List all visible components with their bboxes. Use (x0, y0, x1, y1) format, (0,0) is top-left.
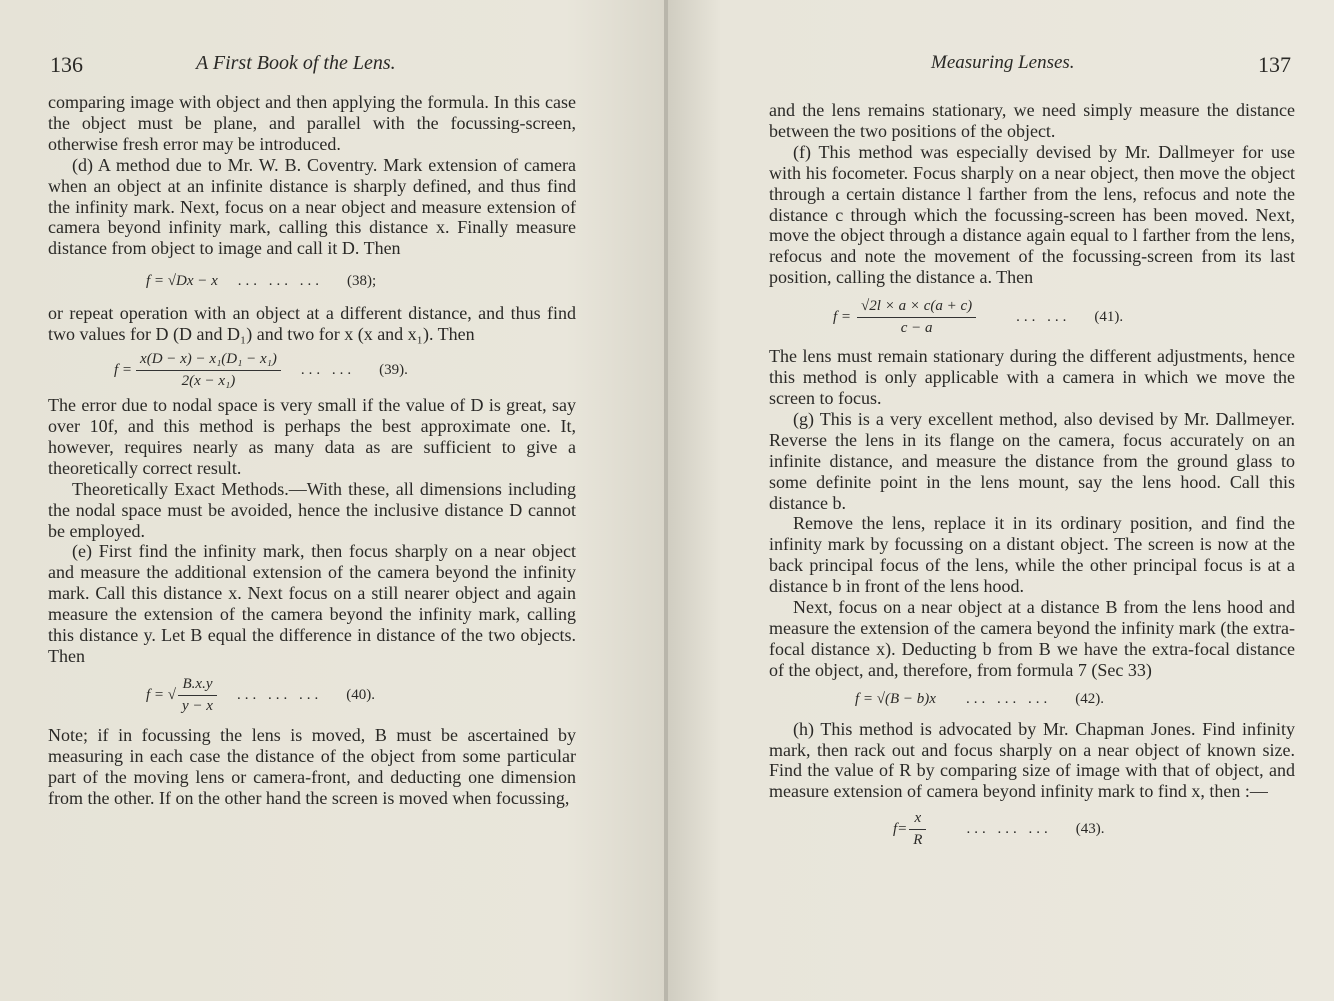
formula-numerator: √2l × a × c(a + c) (857, 296, 976, 318)
formula-41 (769, 288, 1295, 346)
formula-fraction (178, 674, 217, 717)
equation-number: (43). (1075, 820, 1105, 837)
formula-43 (769, 802, 1295, 856)
formula-lhs: f = (114, 361, 133, 378)
paragraph: or repeat operation with an object at a different distance, and thus find two values for D (D and D₁) and two for x (x and x₁). Then (48, 303, 576, 345)
paragraph: comparing image with object and then applying the formula. In this case the object must be plane, and parallel with the focussing-screen, otherwise fresh error may be introduced. (48, 92, 576, 154)
formula-39 (48, 345, 576, 395)
formula-40 (48, 667, 576, 725)
formula-fraction (909, 808, 926, 851)
equation-number: (42). (1075, 691, 1104, 708)
paragraph: The error due to nodal space is very small if the value of D is great, say over 10f, and this method is perhaps the best approximate one. It, however, requires nearly as many data as are sufficient to give a theoretically correct result. (48, 395, 576, 478)
paragraph: The lens must remain stationary during the different adjustments, hence this method is only applicable with a camera in which we move the screen to focus. (769, 346, 1295, 408)
paragraph: Next, focus on a near object at a distance B from the lens hood and measure the extension of the camera beyond the infinity mark (the extra-focal distance x). Deducting b from B we have the extra-focal distance of the object, and, therefore, from formula 7 (Sec 33) (769, 597, 1295, 680)
right-page-body (769, 100, 1295, 856)
paragraph: (g) This is a very excellent method, also devised by Mr. Dallmeyer. Reverse the lens in its flange on the camera, focus accurately on an infinite distance, and measure the distance from the ground glass to some definite point in the lens mount, say the lens hood. Call this distance b. (769, 408, 1295, 513)
formula-numerator: B.x.y (178, 674, 217, 696)
paragraph: and the lens remains stationary, we need simply measure the distance between the two positions of the object. (769, 100, 1295, 141)
formula-38 (48, 259, 576, 303)
equation-number: (38); (347, 272, 377, 289)
formula-denominator: R (913, 831, 923, 848)
paragraph: (e) First find the infinity mark, then focus sharply on a near object and measure the additional extension of the camera beyond the infinity mark. Call this distance x. Next focus on a still nearer object and again measure the extension of the camera beyond the infinity mark, calling this distance y. Let B equal the difference in distance of the two objects. Then (48, 541, 576, 666)
formula-lhs: f = (833, 308, 852, 325)
formula-numerator: x (909, 808, 926, 830)
left-page-body (48, 92, 576, 808)
running-title: Measuring Lenses. (931, 52, 1075, 73)
formula-leader-dots: ... ... ... (237, 272, 324, 289)
formula-numerator: x(D − x) − x₁(D₁ − x₁) (136, 349, 281, 371)
formula-leader-dots: ... ... ... (965, 691, 1052, 708)
formula-lhs: f= (893, 820, 908, 837)
left-page-header (0, 52, 666, 80)
formula-leader-dots: ... ... (300, 361, 356, 378)
paragraph: Remove the lens, replace it in its ordinary position, and find the infinity mark by focussing on a distant object. The screen is now at the back principal focus of the lens, while the other principal focus is at a distance b in front of the lens hood. (769, 513, 1295, 597)
formula-42 (769, 681, 1295, 719)
formula-denominator: 2(x − x₁) (181, 372, 236, 389)
page-number: 136 (50, 52, 83, 77)
formula-lhs: f = √ (146, 687, 177, 704)
left-page (0, 0, 666, 1001)
formula-fraction (857, 296, 976, 339)
paragraph: Theoretically Exact Methods.—With these, all dimensions including the nodal space must be avoided, hence the inclusive distance D cannot be employed. (48, 478, 576, 541)
running-title: A First Book of the Lens. (196, 52, 396, 74)
right-page-header (668, 52, 1334, 80)
formula-expression: f = √(B − b)x (855, 691, 936, 708)
paragraph: Note; if in focussing the lens is moved, B must be ascertained by measuring in each case the distance of the object from some particular part of the moving lens or camera-front, and deducting one dimension from the other. If on the other hand the screen is moved when focussing, (48, 724, 576, 808)
formula-leader-dots: ... ... ... (236, 687, 323, 704)
equation-number: (41). (1094, 308, 1124, 325)
paragraph: (f) This method was especially devised by Mr. Dallmeyer for use with his focometer. Focus sharply on a near object, then move the object through a certain distance l farther from the lens, refocus and note the distance c through which the focussing-screen has been moved. Next, move the object through a distance again equal to l farther from the lens, refocus and note the movement of the focussing-screen from its last position, calling the distance a. Then (769, 141, 1295, 288)
paragraph: (d) A method due to Mr. W. B. Coventry. Mark extension of camera when an object at an infinite distance is sharply defined, and thus find the infinity mark. Next, focus on a near object and measure extension of camera beyond infinity mark, calling this distance x. Finally measure distance from object to image and call it D. Then (48, 154, 576, 259)
equation-number: (39). (379, 361, 408, 378)
formula-fraction (136, 349, 281, 392)
paragraph: (h) This method is advocated by Mr. Chapman Jones. Find infinity mark, then rack out and focus sharply on a near object of known size. Find the value of R by comparing size of image with that of object, and measure extension of camera beyond infinity mark to find x, then :— (769, 718, 1295, 802)
equation-number: (40). (346, 687, 375, 704)
formula-leader-dots: ... ... (1016, 308, 1071, 325)
formula-denominator: c − a (900, 319, 933, 336)
formula-leader-dots: ... ... ... (966, 820, 1052, 837)
formula-denominator: y − x (182, 698, 213, 715)
page-number: 137 (1258, 52, 1291, 77)
right-page (668, 0, 1334, 1001)
formula-expression: f = √Dx − x (146, 272, 218, 289)
